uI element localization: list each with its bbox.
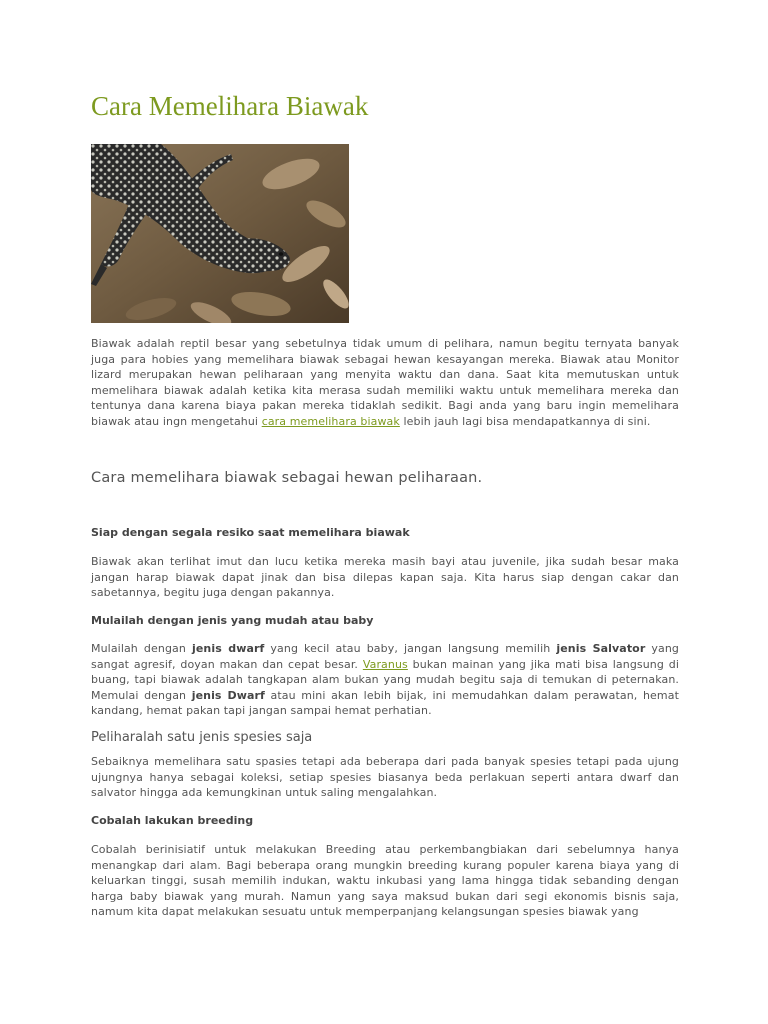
s4-paragraph: Cobalah berinisiatif untuk melakukan Breeding atau perkembangbiakan dari sebelumnya hanya menangkap dari alam. Bagi beberapa orang mungkin breeding kurang populer karena biaya yang di keluarkan tinggi, susah memilih indukan, waktu inkubasi yang lama hingga tidak sebanding dengan harga baby biawak yang murah. Namun yang saya maksud bukan dari segi ekonomis bisnis saja, namum kita dapat melakukan sesuatu untuk memperpanjang kelangsungan spesies biawak yang [91, 843, 679, 919]
varanus-link[interactable]: Varanus [362, 657, 408, 671]
s2-heading: Mulailah dengan jenis yang mudah atau baby [91, 614, 374, 627]
monitor-lizard-photo [91, 144, 349, 323]
s1-heading: Siap dengan segala resiko saat memelihara biawak [91, 526, 410, 539]
s3-paragraph: Sebaiknya memelihara satu spasies tetapi ada beberapa dari pada banyak spesies tetapi pada ujung ujungnya hanya sebagai koleksi, setiap spesies biasanya beda perlakuan seperti antara dwarf dan salvator hingga ada kemungkinan untuk saling mengalahkan. [91, 755, 679, 800]
section-heading: Cara memelihara biawak sebagai hewan peliharaan. [91, 470, 483, 486]
s4-heading: Cobalah lakukan breeding [91, 814, 254, 827]
intro-link[interactable]: cara memelihara biawak [261, 414, 400, 428]
page-title: Cara Memelihara Biawak [91, 91, 369, 121]
s1-paragraph: Biawak akan terlihat imut dan lucu ketika mereka masih bayi atau juvenile, jika sudah besar maka jangan harap biawak dapat jinak dan bisa dilepas kapan saja. Kita harus siap dengan cakar dan sabetannya, begitu juga dengan pakannya. [91, 555, 679, 600]
intro-paragraph: Biawak adalah reptil besar yang sebetulnya tidak umum di pelihara, namun begitu ternyata banyak juga para hobies yang memelihara biawak sebagai hewan kesayangan mereka. Biawak atau Monitor lizard merupakan hewan peliharaan yang menyita waktu dan dana. Saat kita memutuskan untuk memelihara biawak adalah ketika kita merasa sudah memiliki waktu untuk memelihara mereka dan tentunya dana karena biaya pakan mereka tidaklah sedikit. Bagi anda yang baru ingin memelihara biawak atau ingn mengetahui cara memelihara biawak lebih jauh lagi bisa mendapatkannya di sini. [91, 337, 679, 428]
s3-heading: Peliharalah satu jenis spesies saja [91, 730, 313, 745]
s2-paragraph: Mulailah dengan jenis dwarf yang kecil atau baby, jangan langsung memilih jenis Salvator yang sangat agresif, doyan makan dan cepat besar. Varanus bukan mainan yang jika mati bisa langsung di buang, tapi biawak adalah tangkapan alam bukan yang mudah begitu saja di temukan di peternakan. Memulai dengan jenis Dwarf atau mini akan lebih bijak, ini memudahkan dalam perawatan, hemat kandang, hemat pakan tapi jangan sampai hemat perhatian. [91, 642, 679, 718]
